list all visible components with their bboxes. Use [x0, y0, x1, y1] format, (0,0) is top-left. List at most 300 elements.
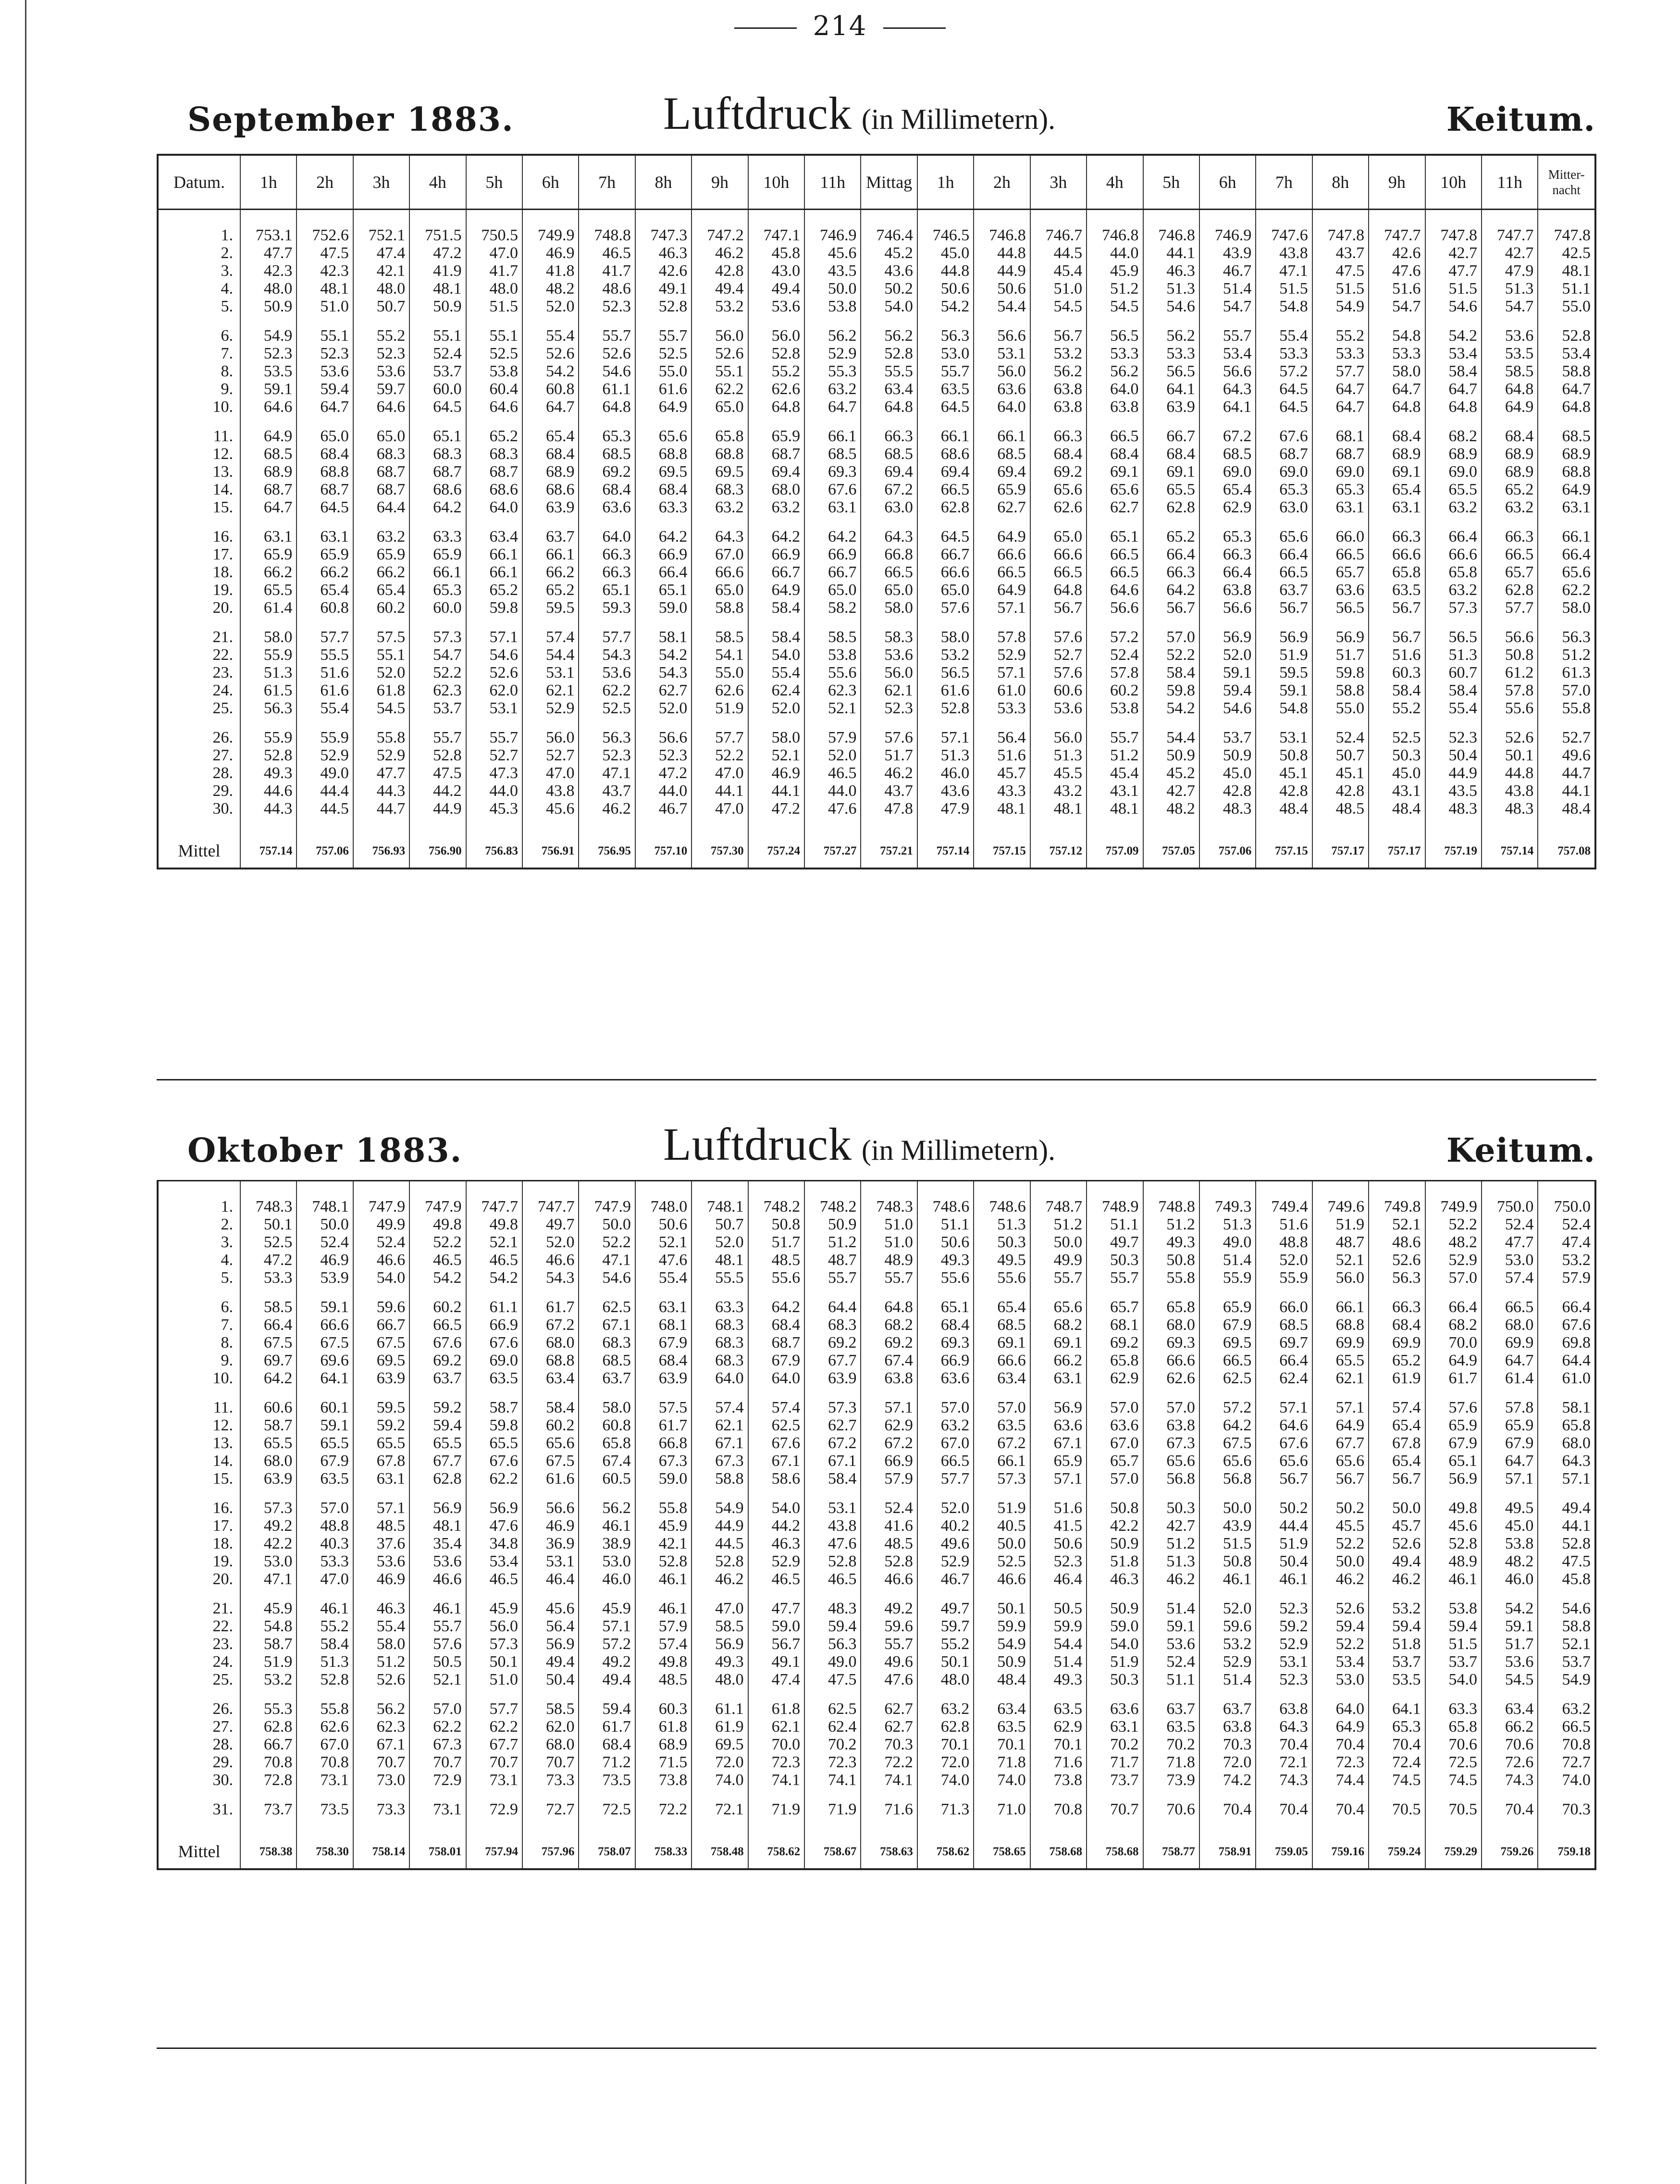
pressure-cell: 50.6 [1030, 1535, 1087, 1552]
pressure-cell: 55.4 [635, 1269, 692, 1287]
pressure-cell: 70.8 [240, 1753, 296, 1771]
pressure-cell: 68.1 [1087, 1316, 1143, 1334]
pressure-cell: 44.8 [917, 262, 974, 280]
pressure-cell: 63.6 [579, 498, 635, 516]
mean-cell: 756.83 [466, 834, 522, 868]
pressure-cell: 57.0 [1425, 1269, 1482, 1287]
pressure-cell: 70.1 [1030, 1736, 1087, 1753]
pressure-cell: 72.5 [579, 1800, 635, 1818]
pressure-cell: 55.4 [522, 327, 579, 345]
pressure-cell: 56.9 [1030, 1399, 1087, 1416]
pressure-cell: 72.8 [240, 1771, 296, 1789]
pressure-cell: 51.0 [861, 1216, 917, 1233]
pressure-cell: 64.7 [1482, 1352, 1538, 1369]
pressure-cell: 70.3 [861, 1736, 917, 1753]
pressure-cell: 44.8 [1482, 764, 1538, 782]
pressure-cell: 61.5 [240, 682, 296, 699]
table-row [159, 1517, 1594, 1535]
pressure-cell: 50.8 [1087, 1499, 1143, 1517]
pressure-cell: 59.1 [1256, 682, 1312, 699]
pressure-cell: 56.6 [1199, 362, 1256, 380]
pressure-cell: 66.6 [1143, 1352, 1199, 1369]
pressure-cell: 62.4 [1256, 1369, 1312, 1387]
pressure-cell: 43.3 [974, 782, 1030, 800]
hour-column-header: 1h [240, 156, 296, 210]
pressure-cell: 61.0 [974, 682, 1030, 699]
pressure-cell: 63.7 [522, 528, 579, 546]
pressure-cell: 54.9 [692, 1499, 748, 1517]
pressure-cell: 36.9 [522, 1535, 579, 1552]
pressure-cell: 68.7 [1312, 445, 1369, 463]
pressure-cell: 65.2 [466, 427, 522, 445]
pressure-cell: 47.1 [240, 1570, 296, 1588]
pressure-cell: 53.4 [1538, 345, 1594, 362]
pressure-cell: 67.7 [1312, 1434, 1369, 1452]
pressure-cell: 65.4 [1369, 481, 1425, 498]
pressure-cell: 52.9 [1199, 1653, 1256, 1671]
pressure-cell: 52.9 [522, 699, 579, 717]
pressure-cell: 43.7 [861, 782, 917, 800]
pressure-cell: 47.7 [240, 244, 296, 262]
pressure-cell: 66.1 [1312, 1298, 1369, 1316]
pressure-cell: 48.4 [1538, 800, 1594, 818]
pressure-cell: 747.9 [353, 1198, 409, 1216]
pressure-cell: 52.4 [296, 1233, 353, 1251]
pressure-cell: 62.7 [635, 682, 692, 699]
pressure-cell: 57.0 [1143, 628, 1199, 646]
pressure-cell: 56.2 [353, 1700, 409, 1718]
pressure-cell: 68.0 [748, 481, 804, 498]
spacer-row [159, 818, 1594, 834]
pressure-cell: 66.5 [974, 563, 1030, 581]
table-row [159, 1198, 1594, 1216]
pressure-cell: 56.9 [522, 1635, 579, 1653]
pressure-cell: 62.4 [748, 682, 804, 699]
pressure-cell: 43.8 [1482, 782, 1538, 800]
table-row [159, 1316, 1594, 1334]
pressure-cell: 66.4 [1538, 546, 1594, 563]
date-cell: 21. [212, 628, 233, 646]
pressure-cell: 51.0 [861, 1233, 917, 1251]
pressure-cell: 73.7 [240, 1800, 296, 1818]
pressure-cell: 67.1 [1030, 1434, 1087, 1452]
pressure-cell: 51.2 [1087, 280, 1143, 298]
pressure-cell: 56.7 [748, 1635, 804, 1653]
pressure-cell: 50.8 [1482, 646, 1538, 664]
pressure-cell: 47.1 [579, 1251, 635, 1269]
pressure-cell: 68.5 [804, 445, 861, 463]
pressure-cell: 54.5 [1482, 1671, 1538, 1688]
pressure-cell: 68.4 [748, 1316, 804, 1334]
pressure-cell: 50.9 [240, 298, 296, 315]
pressure-cell: 62.1 [861, 682, 917, 699]
pressure-cell: 46.2 [1312, 1570, 1369, 1588]
pressure-cell: 56.5 [1312, 599, 1369, 617]
pressure-cell: 49.2 [861, 1600, 917, 1617]
pressure-cell: 58.7 [240, 1635, 296, 1653]
pressure-cell: 60.3 [1369, 664, 1425, 682]
pressure-cell: 64.9 [1312, 1416, 1369, 1434]
pressure-cell: 63.6 [974, 380, 1030, 398]
header-row [159, 156, 1594, 210]
pressure-cell: 59.1 [1482, 1617, 1538, 1635]
table-row [159, 664, 1594, 682]
pressure-cell: 752.6 [296, 226, 353, 244]
table-row [159, 1369, 1594, 1387]
pressure-cell: 67.7 [466, 1736, 522, 1753]
pressure-cell: 63.8 [861, 1369, 917, 1387]
pressure-cell: 51.9 [1256, 646, 1312, 664]
pressure-cell: 63.0 [861, 498, 917, 516]
pressure-cell: 65.9 [353, 546, 409, 563]
hour-column-header: 1h [917, 156, 974, 210]
pressure-cell: 65.9 [1482, 1416, 1538, 1434]
pressure-cell: 70.4 [1369, 1736, 1425, 1753]
pressure-cell: 59.1 [296, 1298, 353, 1316]
pressure-cell: 66.6 [1425, 546, 1482, 563]
pressure-cell: 65.6 [1256, 1452, 1312, 1470]
pressure-cell: 56.6 [1482, 628, 1538, 646]
pressure-cell: 74.2 [1199, 1771, 1256, 1789]
pressure-cell: 43.1 [1087, 782, 1143, 800]
pressure-cell: 68.9 [1538, 445, 1594, 463]
pressure-cell: 54.0 [353, 1269, 409, 1287]
table-row [159, 746, 1594, 764]
mean-cell: 757.24 [748, 834, 804, 868]
pressure-cell: 44.4 [296, 782, 353, 800]
pressure-cell: 68.3 [353, 445, 409, 463]
pressure-cell: 52.5 [466, 345, 522, 362]
pressure-cell: 55.3 [240, 1700, 296, 1718]
pressure-cell: 55.2 [917, 1635, 974, 1653]
pressure-cell: 56.9 [1425, 1470, 1482, 1488]
pressure-cell: 46.2 [861, 764, 917, 782]
pressure-cell: 49.2 [240, 1517, 296, 1535]
pressure-cell: 57.4 [635, 1635, 692, 1653]
pressure-cell: 52.8 [1538, 1535, 1594, 1552]
pressure-cell: 64.7 [240, 498, 296, 516]
pressure-cell: 64.9 [974, 528, 1030, 546]
pressure-cell: 52.8 [240, 746, 296, 764]
pressure-cell: 48.3 [1425, 800, 1482, 818]
pressure-cell: 59.4 [1312, 1617, 1369, 1635]
table-row [159, 1617, 1594, 1635]
pressure-cell: 51.4 [1030, 1653, 1087, 1671]
pressure-cell: 48.1 [409, 1517, 466, 1535]
spacer-row [159, 1387, 1594, 1399]
pressure-cell: 54.9 [240, 327, 296, 345]
table-row [159, 327, 1594, 345]
pressure-cell: 51.9 [1312, 1216, 1369, 1233]
pressure-cell: 49.2 [579, 1653, 635, 1671]
pressure-cell: 67.4 [579, 1452, 635, 1470]
pressure-cell: 748.7 [1030, 1198, 1087, 1216]
pressure-cell: 69.0 [1256, 463, 1312, 481]
table-row [159, 1470, 1594, 1488]
pressure-cell: 63.2 [1482, 498, 1538, 516]
pressure-cell: 63.8 [1199, 1718, 1256, 1736]
pressure-cell: 53.6 [353, 362, 409, 380]
mean-row [159, 834, 1594, 868]
pressure-cell: 53.6 [748, 298, 804, 315]
pressure-cell: 751.5 [409, 226, 466, 244]
pressure-cell: 53.3 [1256, 345, 1312, 362]
pressure-cell: 48.0 [240, 280, 296, 298]
pressure-cell: 748.1 [692, 1198, 748, 1216]
mean-cell: 758.38 [240, 1835, 296, 1868]
pressure-cell: 49.6 [1538, 746, 1594, 764]
pressure-cell: 70.8 [1538, 1736, 1594, 1753]
pressure-cell: 48.0 [692, 1671, 748, 1688]
pressure-cell: 70.2 [804, 1736, 861, 1753]
pressure-cell: 69.2 [804, 1334, 861, 1352]
pressure-cell: 73.1 [409, 1800, 466, 1818]
pressure-cell: 63.3 [1425, 1700, 1482, 1718]
pressure-cell: 63.8 [1143, 1416, 1199, 1434]
pressure-cell: 56.7 [1030, 599, 1087, 617]
pressure-cell: 52.7 [466, 746, 522, 764]
pressure-cell: 57.7 [466, 1700, 522, 1718]
pressure-cell: 59.6 [353, 1298, 409, 1316]
pressure-cell: 66.4 [1256, 1352, 1312, 1369]
mean-cell: 757.06 [296, 834, 353, 868]
pressure-cell: 56.5 [1143, 362, 1199, 380]
pressure-cell: 55.7 [635, 327, 692, 345]
pressure-cell: 48.1 [296, 280, 353, 298]
table-row [159, 729, 1594, 746]
mean-cell: 758.67 [804, 1835, 861, 1868]
pressure-cell: 50.7 [692, 1216, 748, 1233]
pressure-cell: 62.6 [1143, 1369, 1199, 1387]
date-cell: 4. [221, 1251, 233, 1269]
pressure-cell: 51.3 [240, 664, 296, 682]
mean-cell: 757.14 [917, 834, 974, 868]
pressure-cell: 62.5 [748, 1416, 804, 1434]
pressure-cell: 66.5 [917, 481, 974, 498]
pressure-cell: 52.3 [296, 345, 353, 362]
pressure-cell: 52.4 [409, 345, 466, 362]
pressure-cell: 66.3 [579, 546, 635, 563]
pressure-cell: 59.4 [409, 1416, 466, 1434]
pressure-cell: 66.1 [917, 427, 974, 445]
pressure-cell: 53.7 [1538, 1653, 1594, 1671]
pressure-cell: 56.0 [466, 1617, 522, 1635]
pressure-cell: 64.2 [1199, 1416, 1256, 1434]
pressure-cell: 63.2 [1538, 1700, 1594, 1718]
pressure-cell: 63.6 [917, 1369, 974, 1387]
pressure-cell: 64.1 [296, 1369, 353, 1387]
pressure-cell: 74.0 [692, 1771, 748, 1789]
pressure-cell: 50.5 [409, 1653, 466, 1671]
pressure-cell: 67.6 [466, 1452, 522, 1470]
pressure-cell: 73.5 [579, 1771, 635, 1789]
date-cell: 22. [212, 1617, 233, 1635]
pressure-cell: 53.2 [917, 646, 974, 664]
pressure-cell: 53.7 [409, 362, 466, 380]
pressure-cell: 55.0 [1312, 699, 1369, 717]
pressure-cell: 747.3 [635, 226, 692, 244]
pressure-cell: 50.7 [1312, 746, 1369, 764]
pressure-cell: 59.8 [1312, 664, 1369, 682]
pressure-cell: 49.0 [296, 764, 353, 782]
mean-cell: 757.08 [1538, 834, 1594, 868]
pressure-cell: 65.0 [692, 398, 748, 416]
pressure-cell: 46.5 [748, 1570, 804, 1588]
pressure-cell: 62.3 [353, 1718, 409, 1736]
pressure-cell: 65.2 [522, 581, 579, 599]
pressure-cell: 72.3 [748, 1753, 804, 1771]
pressure-cell: 53.0 [1482, 1251, 1538, 1269]
pressure-cell: 57.0 [1538, 682, 1594, 699]
pressure-cell: 64.9 [974, 581, 1030, 599]
pressure-cell: 47.4 [748, 1671, 804, 1688]
pressure-cell: 58.0 [353, 1635, 409, 1653]
pressure-cell: 59.6 [1199, 1617, 1256, 1635]
pressure-cell: 52.2 [1425, 1216, 1482, 1233]
pressure-cell: 52.6 [522, 345, 579, 362]
pressure-cell: 61.4 [240, 599, 296, 617]
pressure-cell: 50.3 [1369, 746, 1425, 764]
pressure-cell: 65.4 [974, 1298, 1030, 1316]
pressure-cell: 64.9 [1312, 1718, 1369, 1736]
pressure-cell: 51.3 [1030, 746, 1087, 764]
pressure-cell: 50.1 [466, 1653, 522, 1671]
date-cell: 24. [212, 1653, 233, 1671]
pressure-cell: 55.7 [1030, 1269, 1087, 1287]
pressure-cell: 55.2 [296, 1617, 353, 1635]
pressure-cell: 53.8 [804, 646, 861, 664]
pressure-cell: 64.7 [1482, 1452, 1538, 1470]
pressure-cell: 66.1 [466, 546, 522, 563]
pressure-cell: 48.4 [974, 1671, 1030, 1688]
pressure-cell: 64.2 [240, 1369, 296, 1387]
pressure-cell: 72.2 [861, 1753, 917, 1771]
pressure-cell: 51.8 [1087, 1552, 1143, 1570]
pressure-cell: 65.8 [1425, 563, 1482, 581]
pressure-cell: 52.1 [804, 699, 861, 717]
pressure-cell: 48.5 [353, 1517, 409, 1535]
pressure-cell: 56.6 [1087, 599, 1143, 617]
pressure-cell: 57.3 [240, 1499, 296, 1517]
pressure-cell: 68.8 [635, 445, 692, 463]
pressure-cell: 53.1 [804, 1499, 861, 1517]
pressure-cell: 63.1 [1312, 498, 1369, 516]
pressure-cell: 69.4 [748, 463, 804, 481]
pressure-cell: 56.8 [1143, 1470, 1199, 1488]
date-cell: 11. [213, 1399, 233, 1416]
pressure-cell: 51.4 [1199, 1251, 1256, 1269]
pressure-cell: 51.7 [861, 746, 917, 764]
pressure-cell: 66.3 [1030, 427, 1087, 445]
date-cell: 29. [212, 782, 233, 800]
pressure-cell: 54.2 [522, 362, 579, 380]
pressure-cell: 65.3 [1369, 1718, 1425, 1736]
pressure-cell: 64.2 [748, 1298, 804, 1316]
pressure-cell: 56.7 [1256, 599, 1312, 617]
pressure-cell: 47.5 [1538, 1552, 1594, 1570]
pressure-cell: 52.0 [917, 1499, 974, 1517]
pressure-cell: 63.9 [635, 1369, 692, 1387]
pressure-cell: 56.6 [522, 1499, 579, 1517]
pressure-cell: 53.4 [466, 1552, 522, 1570]
pressure-cell: 67.6 [466, 1334, 522, 1352]
pressure-cell: 51.6 [296, 664, 353, 682]
pressure-cell: 63.1 [1087, 1718, 1143, 1736]
pressure-cell: 65.7 [1087, 1452, 1143, 1470]
mean-cell: 758.14 [353, 1835, 409, 1868]
pressure-cell: 63.2 [917, 1416, 974, 1434]
pressure-cell: 47.0 [692, 800, 748, 818]
spacer-row [159, 315, 1594, 327]
pressure-cell: 42.2 [240, 1535, 296, 1552]
pressure-cell: 68.9 [1369, 445, 1425, 463]
pressure-cell: 747.8 [1538, 226, 1594, 244]
pressure-cell: 59.7 [917, 1617, 974, 1635]
pressure-cell: 56.7 [1143, 599, 1199, 617]
pressure-cell: 61.6 [296, 682, 353, 699]
table-row [159, 398, 1594, 416]
table-row [159, 380, 1594, 398]
pressure-cell: 57.7 [579, 628, 635, 646]
pressure-cell: 58.3 [861, 628, 917, 646]
pressure-cell: 63.2 [1425, 581, 1482, 599]
pressure-cell: 66.4 [1425, 1298, 1482, 1316]
pressure-cell: 51.5 [1256, 280, 1312, 298]
pressure-cell: 71.9 [804, 1800, 861, 1818]
pressure-cell: 59.0 [635, 1470, 692, 1488]
table-row [159, 262, 1594, 280]
pressure-cell: 56.9 [409, 1499, 466, 1517]
pressure-cell: 66.1 [1538, 528, 1594, 546]
pressure-cell: 48.5 [861, 1535, 917, 1552]
pressure-cell: 45.6 [804, 244, 861, 262]
date-cell: 11. [213, 427, 233, 445]
pressure-cell: 753.1 [240, 226, 296, 244]
pressure-cell: 62.9 [1030, 1718, 1087, 1736]
pressure-cell: 63.3 [635, 498, 692, 516]
pressure-cell: 47.0 [466, 244, 522, 262]
pressure-cell: 57.5 [635, 1399, 692, 1416]
pressure-cell: 62.6 [748, 380, 804, 398]
pressure-cell: 69.1 [974, 1334, 1030, 1352]
pressure-cell: 46.1 [635, 1570, 692, 1588]
pressure-cell: 746.7 [1030, 226, 1087, 244]
pressure-cell: 50.8 [1143, 1251, 1199, 1269]
pressure-cell: 71.5 [635, 1753, 692, 1771]
pressure-cell: 50.0 [296, 1216, 353, 1233]
pressure-cell: 55.6 [748, 1269, 804, 1287]
pressure-cell: 43.8 [1256, 244, 1312, 262]
pressure-cell: 72.3 [1312, 1753, 1369, 1771]
pressure-cell: 69.5 [692, 1736, 748, 1753]
pressure-cell: 53.1 [1256, 729, 1312, 746]
pressure-cell: 49.6 [861, 1653, 917, 1671]
pressure-cell: 63.5 [1030, 1700, 1087, 1718]
pressure-cell: 56.2 [579, 1499, 635, 1517]
pressure-cell: 54.5 [1030, 298, 1087, 315]
pressure-cell: 63.2 [1425, 498, 1482, 516]
pressure-cell: 54.8 [1369, 327, 1425, 345]
pressure-cell: 59.4 [579, 1700, 635, 1718]
pressure-cell: 46.6 [409, 1570, 466, 1588]
pressure-cell: 55.8 [1143, 1269, 1199, 1287]
pressure-cell: 53.3 [974, 699, 1030, 717]
pressure-cell: 57.7 [296, 628, 353, 646]
pressure-cell: 52.0 [748, 699, 804, 717]
pressure-cell: 52.0 [522, 298, 579, 315]
pressure-cell: 52.9 [1256, 1635, 1312, 1653]
pressure-cell: 55.7 [579, 327, 635, 345]
